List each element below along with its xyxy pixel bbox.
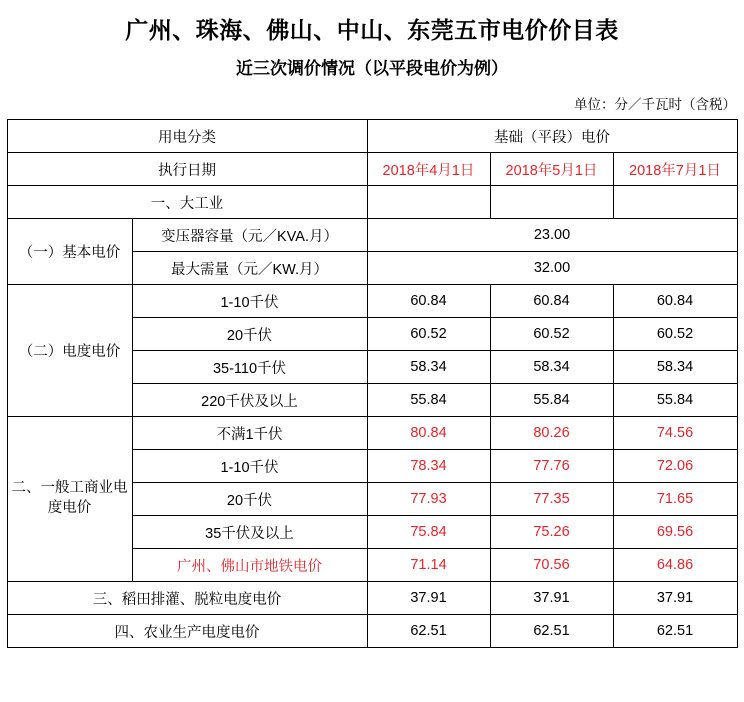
row-value: 77.93 xyxy=(367,483,490,516)
table-row xyxy=(7,417,737,450)
table-row xyxy=(7,615,737,648)
row-value: 62.51 xyxy=(490,615,613,648)
header-category: 用电分类 xyxy=(7,120,367,153)
row-value: 75.84 xyxy=(367,516,490,549)
row-value: 58.34 xyxy=(367,351,490,384)
row-value: 74.56 xyxy=(613,417,737,450)
row-value: 80.84 xyxy=(367,417,490,450)
page-subtitle: 近三次调价情况（以平段电价为例） xyxy=(236,58,508,78)
row-value: 70.56 xyxy=(490,549,613,582)
row-merged-value: 32.00 xyxy=(367,252,737,285)
page-title: 广州、珠海、佛山、中山、东莞五市电价价目表 xyxy=(125,17,619,43)
row-merged-value: 23.00 xyxy=(367,219,737,252)
row-label: 最大需量（元／KW.月） xyxy=(132,252,367,285)
row-value: 72.06 xyxy=(613,450,737,483)
section-paddy-irrigation-title: 三、稻田排灌、脱粒电度电价 xyxy=(7,582,367,615)
table-row xyxy=(7,582,737,615)
table-row xyxy=(7,285,737,318)
section-general-commercial-title: 二、一般工商业电度电价 xyxy=(7,417,132,582)
row-value: 55.84 xyxy=(367,384,490,417)
row-value: 37.91 xyxy=(367,582,490,615)
row-value: 62.51 xyxy=(613,615,737,648)
row-value: 78.34 xyxy=(367,450,490,483)
row-value: 77.76 xyxy=(490,450,613,483)
section-big-industry-title: 一、大工业 xyxy=(7,186,367,219)
row-value: 55.84 xyxy=(490,384,613,417)
row-value: 71.14 xyxy=(367,549,490,582)
table-row xyxy=(7,219,737,252)
row-value: 60.52 xyxy=(490,318,613,351)
header-date-2: 2018年5月1日 xyxy=(490,153,613,186)
empty-cell xyxy=(367,186,490,219)
price-table xyxy=(7,119,738,648)
row-value: 60.84 xyxy=(367,285,490,318)
section-agriculture-title: 四、农业生产电度电价 xyxy=(7,615,367,648)
row-value: 64.86 xyxy=(613,549,737,582)
row-value: 60.52 xyxy=(367,318,490,351)
unit-note: 单位：分／千瓦时（含税） xyxy=(574,97,736,112)
table-row xyxy=(7,186,737,219)
row-value: 71.65 xyxy=(613,483,737,516)
row-label: 20千伏 xyxy=(132,483,367,516)
row-value: 55.84 xyxy=(613,384,737,417)
header-effective-date: 执行日期 xyxy=(7,153,367,186)
subsection-energy-price-label: （二）电度电价 xyxy=(7,285,132,417)
row-label: 35千伏及以上 xyxy=(132,516,367,549)
row-label: 20千伏 xyxy=(132,318,367,351)
row-value: 58.34 xyxy=(613,351,737,384)
row-label: 1-10千伏 xyxy=(132,450,367,483)
empty-cell xyxy=(490,186,613,219)
row-value: 75.26 xyxy=(490,516,613,549)
row-value: 80.26 xyxy=(490,417,613,450)
empty-cell xyxy=(613,186,737,219)
row-value: 77.35 xyxy=(490,483,613,516)
row-label: 35-110千伏 xyxy=(132,351,367,384)
row-value: 69.56 xyxy=(613,516,737,549)
subsection-basic-price-label: （一）基本电价 xyxy=(7,219,132,285)
header-date-1: 2018年4月1日 xyxy=(367,153,490,186)
header-base-price: 基础（平段）电价 xyxy=(367,120,737,153)
row-value: 58.34 xyxy=(490,351,613,384)
row-value: 62.51 xyxy=(367,615,490,648)
row-label: 220千伏及以上 xyxy=(132,384,367,417)
row-value: 60.52 xyxy=(613,318,737,351)
table-header-row xyxy=(7,120,737,153)
row-label: 广州、佛山市地铁电价 xyxy=(132,549,367,582)
header-date-3: 2018年7月1日 xyxy=(613,153,737,186)
row-value: 37.91 xyxy=(613,582,737,615)
row-value: 37.91 xyxy=(490,582,613,615)
row-value: 60.84 xyxy=(613,285,737,318)
row-label: 不满1千伏 xyxy=(132,417,367,450)
row-label: 1-10千伏 xyxy=(132,285,367,318)
row-label: 变压器容量（元／KVA.月） xyxy=(132,219,367,252)
table-header-dates-row xyxy=(7,153,737,186)
price-table-page xyxy=(0,16,744,702)
row-value: 60.84 xyxy=(490,285,613,318)
